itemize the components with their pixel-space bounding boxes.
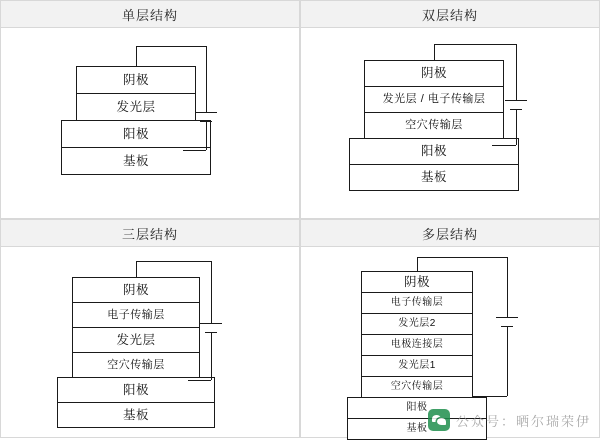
layer-hole-transport: 空穴传输层 (361, 376, 473, 398)
layer-emissive: 发光层 (76, 93, 196, 121)
panel-title-double-layer: 双层结构 (301, 1, 599, 28)
panel-title-multi-layer: 多层结构 (301, 220, 599, 247)
wechat-icon (428, 409, 450, 431)
panel-title-single-layer: 单层结构 (1, 1, 299, 28)
wire-cathode-vertical (434, 44, 435, 60)
panel-single-layer (0, 0, 300, 219)
panel-body-double-layer (301, 28, 599, 218)
panel-body-single-layer (1, 28, 299, 218)
wire-battery-bottom (507, 326, 508, 396)
layer-emissive-2: 发光层2 (361, 313, 473, 335)
panel-multi-layer (300, 219, 600, 438)
layer-substrate: 基板 (57, 402, 215, 428)
wire-battery-top (516, 44, 517, 100)
wire-anode-horizontal (188, 380, 211, 381)
wire-anode-horizontal (492, 145, 516, 146)
watermark (428, 409, 591, 431)
layer-cathode: 阴极 (361, 271, 473, 293)
layer-cathode: 阴极 (72, 277, 200, 303)
layer-emissive-1: 发光层1 (361, 355, 473, 377)
layer-stack-triple (57, 277, 215, 428)
layer-substrate: 基板 (349, 164, 519, 191)
panel-body-triple-layer (1, 247, 299, 437)
wire-battery-top (211, 261, 212, 323)
wire-battery-bottom (211, 332, 212, 380)
wire-top-horizontal (136, 261, 211, 262)
layer-stack-double (349, 60, 519, 191)
wire-top-horizontal (417, 257, 507, 258)
wire-battery-top (507, 257, 508, 317)
layer-cathode: 阴极 (76, 66, 196, 94)
panel-double-layer (300, 0, 600, 219)
wire-top-horizontal (434, 44, 516, 45)
layer-substrate: 基板 (61, 147, 211, 175)
layer-hole-transport: 空穴传输层 (72, 352, 200, 378)
panel-body-multi-layer (301, 247, 599, 437)
panel-title-triple-layer: 三层结构 (1, 220, 299, 247)
layer-anode: 阳极 (347, 397, 487, 419)
panel-triple-layer (0, 219, 300, 438)
layer-electrode-connection: 电极连接层 (361, 334, 473, 356)
layer-hole-transport: 空穴传输层 (364, 112, 504, 139)
wire-anode-horizontal (473, 396, 507, 397)
wire-battery-top (206, 46, 207, 112)
layer-emissive: 发光层 (72, 327, 200, 353)
wire-cathode-vertical (136, 261, 137, 277)
layer-substrate: 基板 (347, 418, 487, 440)
wire-top-horizontal (136, 46, 206, 47)
watermark-text: 公众号：晒尔瑞荣伊 (455, 413, 591, 429)
wire-cathode-vertical (136, 46, 137, 66)
layer-anode: 阳极 (61, 120, 211, 148)
layer-cathode: 阴极 (364, 60, 504, 87)
layer-stack-single (61, 66, 211, 175)
wire-battery-bottom (516, 109, 517, 145)
wire-anode-horizontal (183, 150, 206, 151)
layer-electron-transport: 电子传输层 (361, 292, 473, 314)
layer-anode: 阳极 (349, 138, 519, 165)
wire-battery-bottom (206, 121, 207, 150)
layer-electron-transport: 电子传输层 (72, 302, 200, 328)
layer-emissive-electron-transport: 发光层 / 电子传输层 (364, 86, 504, 113)
wire-cathode-vertical (417, 257, 418, 271)
layer-anode: 阳极 (57, 377, 215, 403)
